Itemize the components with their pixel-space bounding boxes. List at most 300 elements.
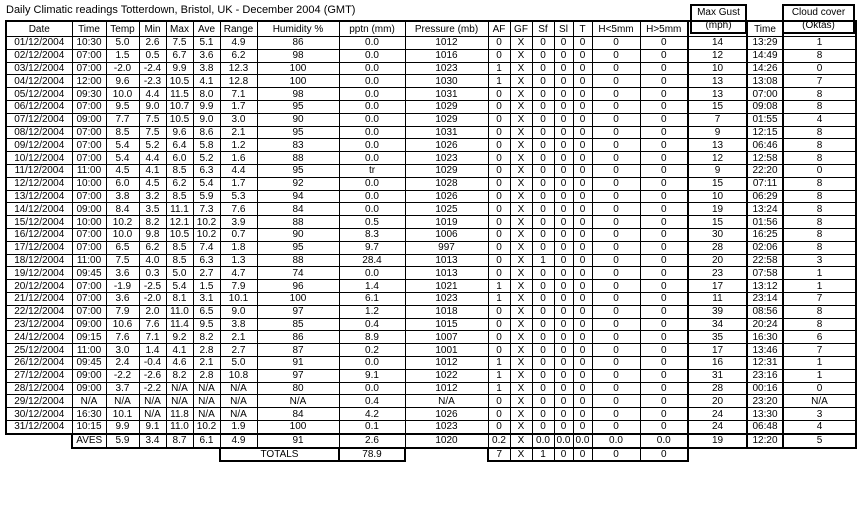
table-cell: 5.2: [193, 152, 220, 165]
table-cell: -2.6: [139, 369, 166, 382]
table-cell: 0: [488, 216, 510, 229]
table-cell: 0: [532, 100, 554, 113]
table-cell: 4.4: [139, 152, 166, 165]
table-cell: 4.4: [139, 88, 166, 101]
table-cell: 0: [488, 331, 510, 344]
table-row: [6, 241, 856, 254]
table-cell: 1001: [405, 344, 488, 357]
column-header: T: [573, 21, 592, 37]
blank-cell: [6, 434, 72, 448]
table-cell: 0: [592, 395, 640, 408]
table-cell: 7.6: [139, 318, 166, 331]
table-cell: X: [510, 152, 532, 165]
table-cell: X: [510, 203, 532, 216]
table-cell: 3.7: [106, 382, 139, 395]
table-cell: 0: [532, 382, 554, 395]
table-cell: 0: [554, 318, 573, 331]
table-cell: 1.6: [220, 152, 257, 165]
table-cell: 1025: [405, 203, 488, 216]
table-row: [6, 420, 856, 433]
table-cell: 0: [640, 37, 688, 50]
table-cell: 8: [783, 100, 856, 113]
table-cell: 0: [573, 408, 592, 421]
column-header: Sl: [554, 21, 573, 37]
table-cell: 88: [257, 152, 339, 165]
table-cell: 91: [257, 356, 339, 369]
table-cell: 0: [554, 241, 573, 254]
table-cell: 0: [488, 318, 510, 331]
table-cell: 10:30: [72, 37, 106, 50]
table-cell: 10.2: [193, 216, 220, 229]
table-cell: 9: [688, 126, 747, 139]
blank-cell: [106, 448, 139, 462]
table-cell: 97: [257, 369, 339, 382]
table-cell: 0: [532, 280, 554, 293]
table-cell: 9.5: [193, 318, 220, 331]
table-cell: 0: [532, 420, 554, 433]
blank-cell: [72, 448, 106, 462]
table-cell: 17: [688, 344, 747, 357]
table-cell: 8: [783, 88, 856, 101]
table-cell: 12: [688, 152, 747, 165]
table-cell: 1.2: [220, 139, 257, 152]
table-cell: X: [510, 382, 532, 395]
averages-cell: 6.1: [193, 434, 220, 448]
table-cell: 1: [783, 280, 856, 293]
table-cell: 8: [783, 203, 856, 216]
table-cell: 0: [532, 190, 554, 203]
table-cell: 12/12/2004: [6, 177, 72, 190]
table-row: [6, 37, 856, 50]
table-cell: 1.4: [339, 280, 405, 293]
table-cell: 1026: [405, 408, 488, 421]
table-cell: 0: [554, 62, 573, 75]
table-cell: 0: [573, 216, 592, 229]
table-cell: N/A: [783, 395, 856, 408]
table-cell: 0: [573, 152, 592, 165]
averages-cell: 5.9: [106, 434, 139, 448]
table-cell: X: [510, 241, 532, 254]
table-cell: 4.5: [106, 164, 139, 177]
table-cell: 0: [592, 139, 640, 152]
table-row: [6, 62, 856, 75]
table-cell: 0: [532, 139, 554, 152]
table-cell: 12:31: [747, 356, 783, 369]
column-header: H<5mm: [592, 21, 640, 37]
table-cell: 6.2: [166, 177, 193, 190]
table-cell: -1.9: [106, 280, 139, 293]
table-cell: 5.9: [193, 190, 220, 203]
table-cell: 20: [688, 395, 747, 408]
table-cell: 0: [573, 203, 592, 216]
table-cell: 8.5: [166, 164, 193, 177]
table-cell: 18/12/2004: [6, 254, 72, 267]
table-cell: N/A: [220, 382, 257, 395]
table-cell: 0: [640, 203, 688, 216]
table-cell: 9.7: [339, 241, 405, 254]
table-cell: 8: [783, 49, 856, 62]
table-cell: 20:24: [747, 318, 783, 331]
table-cell: 8.5: [166, 241, 193, 254]
table-cell: 09:08: [747, 100, 783, 113]
table-cell: 0: [532, 88, 554, 101]
table-cell: 07:00: [72, 190, 106, 203]
table-cell: 8.0: [193, 88, 220, 101]
table-cell: 0.0: [339, 382, 405, 395]
table-cell: 1: [488, 292, 510, 305]
table-cell: 0: [532, 331, 554, 344]
table-cell: 0: [592, 382, 640, 395]
table-cell: 0: [488, 37, 510, 50]
table-cell: 4: [783, 420, 856, 433]
table-cell: 0: [592, 292, 640, 305]
table-cell: 2.8: [193, 369, 220, 382]
table-cell: 07:00: [72, 62, 106, 75]
table-cell: 9.1: [139, 420, 166, 433]
table-cell: 1: [488, 356, 510, 369]
column-header: H>5mm: [640, 21, 688, 37]
table-cell: 5.4: [166, 280, 193, 293]
table-cell: X: [510, 356, 532, 369]
table-cell: 1.8: [220, 241, 257, 254]
table-cell: 13:46: [747, 344, 783, 357]
table-cell: N/A: [139, 395, 166, 408]
table-cell: 07:00: [72, 280, 106, 293]
table-row: [6, 190, 856, 203]
table-cell: 0: [488, 152, 510, 165]
table-cell: 7.6: [220, 203, 257, 216]
table-cell: 23:16: [747, 369, 783, 382]
table-cell: 0: [640, 356, 688, 369]
table-cell: 8: [783, 152, 856, 165]
table-cell: 0: [640, 190, 688, 203]
table-cell: 2.1: [193, 356, 220, 369]
column-header: [783, 21, 856, 37]
column-header: Time: [747, 21, 783, 37]
table-cell: 92: [257, 177, 339, 190]
table-cell: 13/12/2004: [6, 190, 72, 203]
table-cell: 0: [488, 228, 510, 241]
table-cell: 09:00: [72, 203, 106, 216]
table-cell: 0: [592, 152, 640, 165]
table-cell: 1012: [405, 37, 488, 50]
table-row: [6, 49, 856, 62]
table-cell: 1013: [405, 267, 488, 280]
table-cell: 10:00: [72, 216, 106, 229]
table-cell: 11.0: [166, 305, 193, 318]
table-cell: 0: [554, 344, 573, 357]
table-cell: 9.9: [106, 420, 139, 433]
table-cell: 0: [488, 113, 510, 126]
table-cell: X: [510, 139, 532, 152]
table-cell: 0: [488, 126, 510, 139]
table-cell: 0: [554, 164, 573, 177]
blank-cell: [6, 448, 72, 462]
table-cell: 7: [783, 75, 856, 88]
table-cell: 0.2: [339, 344, 405, 357]
table-cell: 0: [488, 177, 510, 190]
table-cell: 10.0: [106, 88, 139, 101]
table-cell: 12:00: [72, 75, 106, 88]
table-cell: 24: [688, 408, 747, 421]
table-cell: 0: [573, 88, 592, 101]
table-cell: 9.9: [193, 100, 220, 113]
table-cell: 7.1: [139, 331, 166, 344]
table-cell: 3.2: [139, 190, 166, 203]
table-cell: 0: [640, 382, 688, 395]
column-header: Humidity %: [257, 21, 339, 37]
totals-cell: X: [510, 448, 532, 462]
table-cell: 2.8: [193, 344, 220, 357]
table-cell: 09/12/2004: [6, 139, 72, 152]
table-cell: 7.5: [166, 37, 193, 50]
table-cell: 9.8: [139, 228, 166, 241]
table-cell: 7: [688, 113, 747, 126]
table-cell: 1.2: [339, 305, 405, 318]
page-title: Daily Climatic readings Totterdown, Bristol, UK - December 2004 (GMT): [6, 4, 356, 16]
table-cell: 24/12/2004: [6, 331, 72, 344]
table-cell: 13:29: [747, 37, 783, 50]
table-cell: 0: [554, 395, 573, 408]
blank-cell: [405, 448, 488, 462]
table-cell: 2.7: [193, 267, 220, 280]
table-cell: 10.5: [166, 113, 193, 126]
table-cell: 0: [640, 88, 688, 101]
table-cell: 05/12/2004: [6, 88, 72, 101]
table-cell: 0.4: [339, 318, 405, 331]
table-cell: 07:00: [72, 292, 106, 305]
table-cell: 0: [532, 369, 554, 382]
table-cell: 0: [488, 190, 510, 203]
table-cell: 9.1: [339, 369, 405, 382]
table-cell: 95: [257, 164, 339, 177]
table-cell: 1013: [405, 254, 488, 267]
table-cell: 4.1: [166, 344, 193, 357]
table-row: [6, 100, 856, 113]
table-cell: -2.2: [139, 382, 166, 395]
table-cell: 35: [688, 331, 747, 344]
table-cell: 14/12/2004: [6, 203, 72, 216]
table-cell: 17/12/2004: [6, 241, 72, 254]
table-cell: 0: [592, 100, 640, 113]
table-cell: 31: [688, 369, 747, 382]
table-cell: 0: [592, 344, 640, 357]
table-cell: 07/12/2004: [6, 113, 72, 126]
table-cell: 1022: [405, 369, 488, 382]
table-cell: 4.2: [339, 408, 405, 421]
table-cell: 8: [783, 139, 856, 152]
table-cell: 10.8: [220, 369, 257, 382]
table-cell: 6.7: [166, 49, 193, 62]
table-cell: 0: [532, 292, 554, 305]
table-cell: 0: [488, 395, 510, 408]
table-cell: 0: [640, 100, 688, 113]
table-cell: 0: [573, 126, 592, 139]
table-cell: N/A: [166, 382, 193, 395]
table-cell: 0: [554, 75, 573, 88]
table-cell: 8: [783, 228, 856, 241]
table-cell: 0: [554, 408, 573, 421]
table-cell: 10.2: [193, 420, 220, 433]
table-cell: 0.5: [339, 216, 405, 229]
table-row: [6, 382, 856, 395]
table-cell: 22:20: [747, 164, 783, 177]
table-cell: 25/12/2004: [6, 344, 72, 357]
blank-cell: [166, 448, 193, 462]
table-cell: 94: [257, 190, 339, 203]
table-cell: 0: [592, 228, 640, 241]
table-cell: 0: [573, 49, 592, 62]
table-cell: -2.3: [139, 75, 166, 88]
table-cell: 4.7: [220, 267, 257, 280]
averages-cell: 0.2: [488, 434, 510, 448]
table-cell: 39: [688, 305, 747, 318]
table-cell: 0: [532, 356, 554, 369]
table-cell: 0: [640, 292, 688, 305]
table-cell: X: [510, 331, 532, 344]
table-cell: 01:56: [747, 216, 783, 229]
table-cell: 5.2: [139, 139, 166, 152]
totals-cell: 7: [488, 448, 510, 462]
table-cell: 90: [257, 113, 339, 126]
table-cell: 0: [640, 280, 688, 293]
table-cell: 07:00: [72, 49, 106, 62]
table-cell: 2.1: [220, 126, 257, 139]
table-cell: 0: [640, 395, 688, 408]
max-gust-unit: (mph): [705, 20, 732, 31]
table-cell: 00:16: [747, 382, 783, 395]
totals-cell: 0: [554, 448, 573, 462]
table-cell: 8.5: [166, 254, 193, 267]
table-cell: 0: [532, 344, 554, 357]
column-header: Ave: [193, 21, 220, 37]
averages-cell: 5: [783, 434, 856, 448]
table-cell: 0: [640, 408, 688, 421]
table-cell: 0: [532, 216, 554, 229]
table-cell: 9.2: [166, 331, 193, 344]
table-cell: 0: [783, 164, 856, 177]
table-cell: 1.3: [220, 254, 257, 267]
table-cell: 1: [488, 369, 510, 382]
table-cell: 0: [554, 203, 573, 216]
averages-cell: 3.4: [139, 434, 166, 448]
table-cell: 9.0: [193, 113, 220, 126]
table-cell: 1026: [405, 139, 488, 152]
table-cell: 11.1: [166, 203, 193, 216]
table-cell: 0: [554, 126, 573, 139]
table-cell: 11:00: [72, 164, 106, 177]
table-cell: 02:06: [747, 241, 783, 254]
table-row: [6, 267, 856, 280]
table-cell: 5.1: [193, 37, 220, 50]
table-cell: -2.0: [139, 292, 166, 305]
table-cell: 0: [640, 331, 688, 344]
table-cell: 95: [257, 241, 339, 254]
table-cell: 3.8: [220, 318, 257, 331]
table-cell: N/A: [72, 395, 106, 408]
table-cell: 0: [554, 88, 573, 101]
table-cell: 8: [783, 305, 856, 318]
totals-cell: 0: [573, 448, 592, 462]
table-cell: 07:00: [72, 228, 106, 241]
table-cell: 1.5: [106, 49, 139, 62]
table-cell: 83: [257, 139, 339, 152]
averages-cell: 0.0: [592, 434, 640, 448]
table-cell: 0: [488, 203, 510, 216]
table-cell: 1029: [405, 100, 488, 113]
table-cell: 86: [257, 37, 339, 50]
column-header: Min: [139, 21, 166, 37]
table-cell: 9.6: [166, 126, 193, 139]
table-cell: 13: [688, 88, 747, 101]
table-cell: 0: [532, 75, 554, 88]
table-cell: 10:15: [72, 420, 106, 433]
table-cell: 3.5: [139, 203, 166, 216]
table-cell: 1.7: [220, 100, 257, 113]
table-cell: 0.3: [139, 267, 166, 280]
table-cell: 15/12/2004: [6, 216, 72, 229]
table-row: [6, 75, 856, 88]
table-cell: 14:49: [747, 49, 783, 62]
column-header: Sf: [532, 21, 554, 37]
table-cell: 09:00: [72, 369, 106, 382]
averages-row: [6, 434, 856, 448]
table-row: [6, 113, 856, 126]
table-cell: 09:15: [72, 331, 106, 344]
table-row: [6, 356, 856, 369]
table-cell: 0: [592, 75, 640, 88]
table-cell: 0.0: [339, 113, 405, 126]
table-cell: 9.0: [220, 305, 257, 318]
averages-cell: 12:20: [747, 434, 783, 448]
table-cell: 34: [688, 318, 747, 331]
table-cell: 09:45: [72, 267, 106, 280]
table-cell: 12: [688, 49, 747, 62]
table-cell: 0: [640, 318, 688, 331]
table-cell: 0: [640, 420, 688, 433]
table-cell: 0: [573, 254, 592, 267]
averages-label: AVES: [72, 434, 106, 448]
table-cell: 8: [783, 177, 856, 190]
table-cell: 87: [257, 344, 339, 357]
table-cell: N/A: [220, 395, 257, 408]
table-row: [6, 305, 856, 318]
table-cell: 03/12/2004: [6, 62, 72, 75]
table-cell: 8.5: [166, 190, 193, 203]
cloud-cover-unit: (Oktas): [802, 20, 835, 31]
table-cell: 06/12/2004: [6, 100, 72, 113]
table-cell: 0: [488, 88, 510, 101]
table-cell: 0.5: [139, 49, 166, 62]
table-cell: 0: [592, 254, 640, 267]
table-cell: 0.0: [339, 203, 405, 216]
table-row: [6, 88, 856, 101]
table-cell: 13:30: [747, 408, 783, 421]
table-cell: 1: [783, 356, 856, 369]
table-cell: 100: [257, 292, 339, 305]
table-cell: 0: [488, 305, 510, 318]
table-cell: 12:58: [747, 152, 783, 165]
table-cell: 1029: [405, 113, 488, 126]
table-cell: 1.5: [193, 280, 220, 293]
table-cell: 5.0: [220, 356, 257, 369]
table-cell: 0: [532, 203, 554, 216]
table-cell: 0: [488, 164, 510, 177]
table-cell: 3.8: [193, 62, 220, 75]
table-cell: 0: [532, 152, 554, 165]
table-cell: 21/12/2004: [6, 292, 72, 305]
table-cell: 5.3: [220, 190, 257, 203]
